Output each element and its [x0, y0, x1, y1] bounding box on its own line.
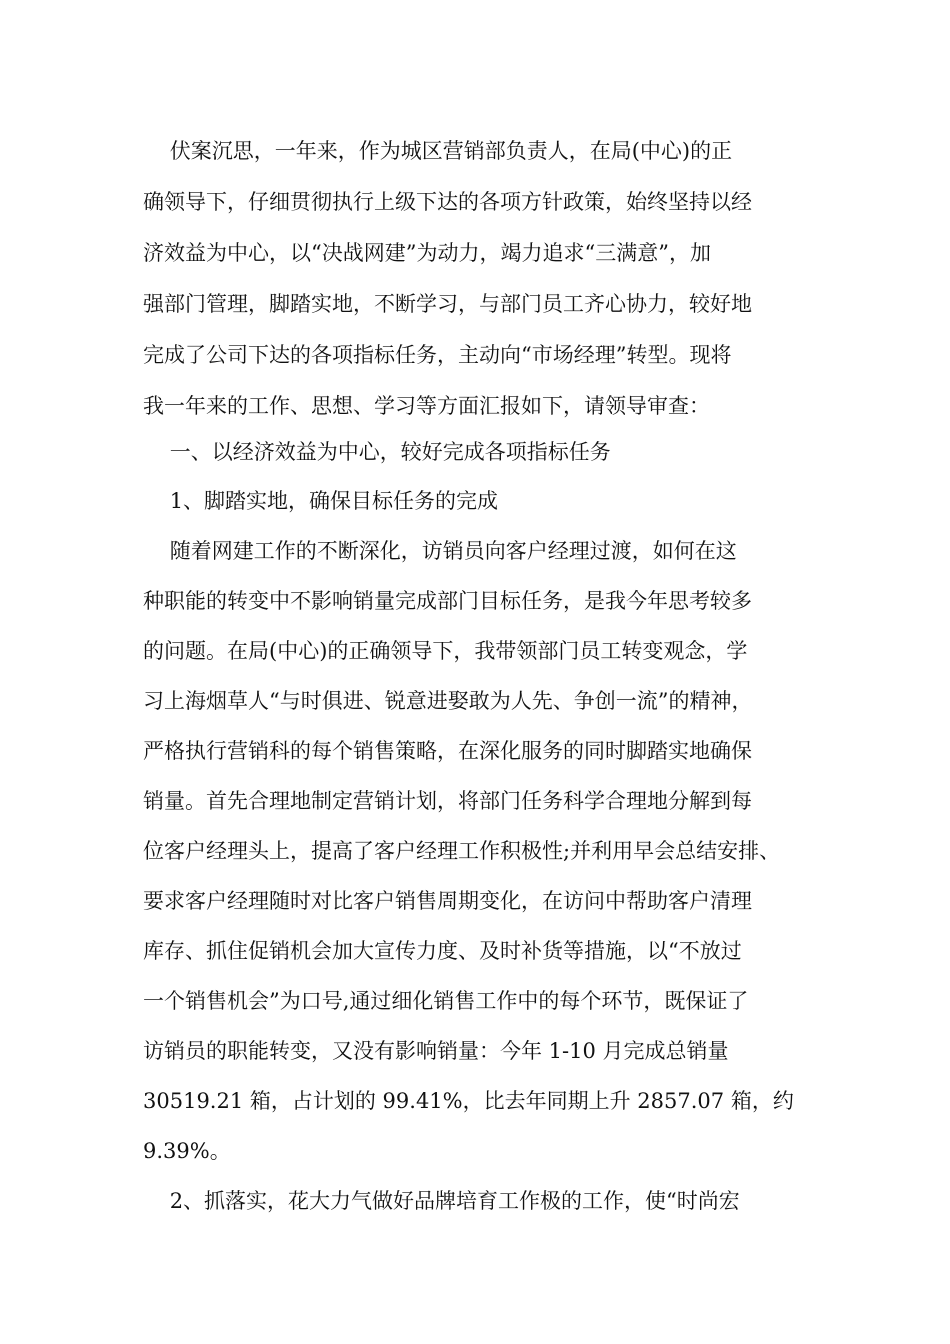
text-line: 习上海烟草人“与时俱进、锐意进娶敢为人先、争创一流”的精神， [143, 689, 753, 713]
text-line: 完成了公司下达的各项指标任务，主动向“市场经理”转型。现将 [143, 343, 732, 367]
text-line: 的问题。在局(中心)的正确领导下，我带领部门员工转变观念，学 [143, 639, 748, 663]
text-line: 伏案沉思，一年来，作为城区营销部负责人，在局(中心)的正 [143, 139, 733, 163]
text-line: 济效益为中心，以“决战网建”为动力，竭力追求“三满意”，加 [143, 241, 711, 265]
text-line: 确领导下，仔细贯彻执行上级下达的各项方针政策，始终坚持以经 [143, 190, 752, 214]
text-line: 30519.21 箱，占计划的 99.41%，比去年同期上升 2857.07 箱，约 [143, 1089, 794, 1113]
subsection-heading: 1、脚踏实地，确保目标任务的完成 [143, 489, 499, 513]
text-line: 9.39%。 [143, 1139, 231, 1163]
text-line: 强部门管理，脚踏实地，不断学习，与部门员工齐心协力，较好地 [143, 292, 752, 316]
text-line: 位客户经理头上，提高了客户经理工作积极性;并利用早会总结安排、 [143, 839, 781, 863]
text-line: 种职能的转变中不影响销量完成部门目标任务，是我今年思考较多 [143, 589, 752, 613]
text-line: 严格执行营销科的每个销售策略，在深化服务的同时脚踏实地确保 [143, 739, 752, 763]
text-line: 一个销售机会”为口号,通过细化销售工作中的每个环节，既保证了 [143, 989, 749, 1013]
section-heading: 一、以经济效益为中心，较好完成各项指标任务 [143, 440, 611, 464]
text-line: 销量。首先合理地制定营销计划，将部门任务科学合理地分解到每 [143, 789, 752, 813]
text-line: 要求客户经理随时对比客户销售周期变化，在访问中帮助客户清理 [143, 889, 752, 913]
text-line: 库存、抓住促销机会加大宣传力度、及时补货等措施，以“不放过 [143, 939, 742, 963]
text-line: 随着网建工作的不断深化，访销员向客户经理过渡，如何在这 [143, 539, 737, 563]
text-line: 2、抓落实，花大力气做好品牌培育工作极的工作，使“时尚宏 [143, 1189, 740, 1213]
text-line: 访销员的职能转变，又没有影响销量：今年 1-10 月完成总销量 [143, 1039, 729, 1063]
text-line: 我一年来的工作、思想、学习等方面汇报如下，请领导审查： [143, 394, 710, 418]
